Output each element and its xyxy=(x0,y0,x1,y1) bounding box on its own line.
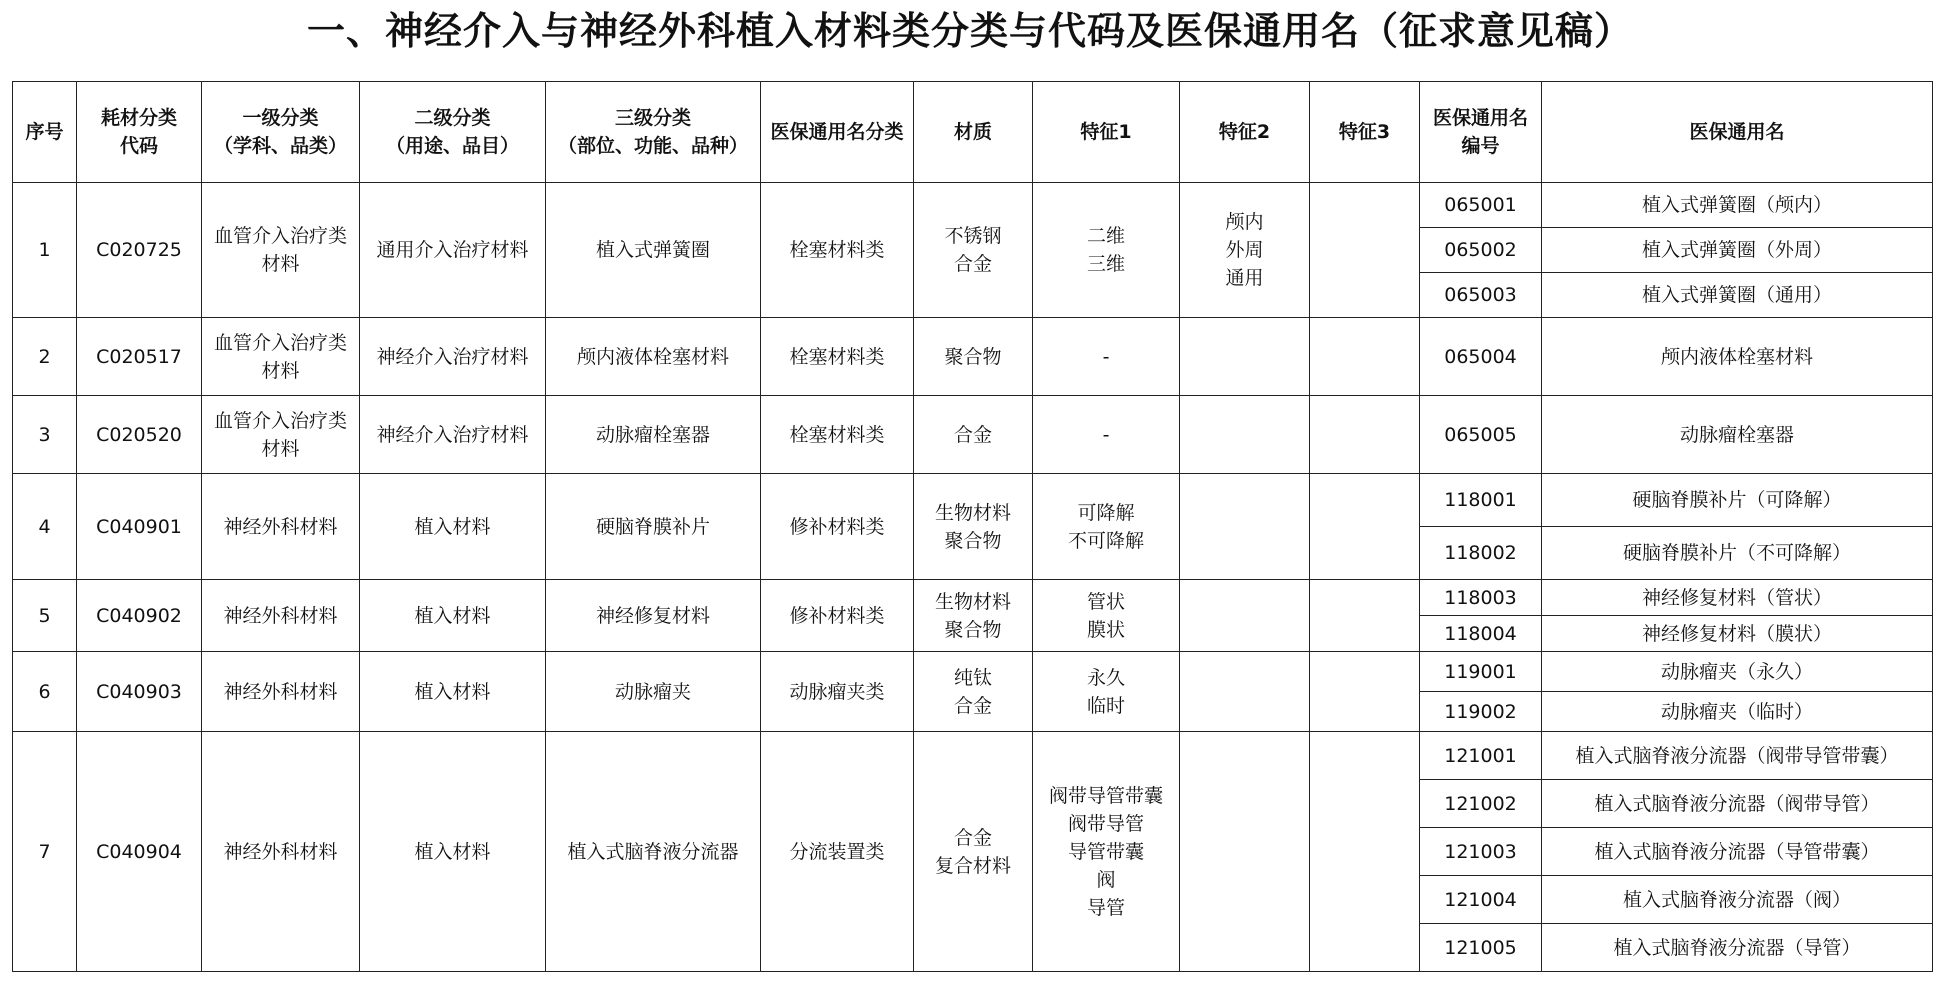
cell-generic-category: 栓塞材料类 xyxy=(761,183,914,318)
cell-feature1: 阀带导管带囊 阀带导管 导管带囊 阀 导管 xyxy=(1033,732,1180,972)
classification-table xyxy=(12,81,1933,972)
cell-generic-category: 修补材料类 xyxy=(761,474,914,580)
table-row xyxy=(13,580,1933,616)
cell-level1: 神经外科材料 xyxy=(202,732,360,972)
header-row xyxy=(13,82,1933,183)
cell-generic-code: 121004 xyxy=(1420,876,1542,924)
cell-level2: 植入材料 xyxy=(360,732,546,972)
cell-code: C020725 xyxy=(77,183,202,318)
header-seq: 序号 xyxy=(13,82,77,183)
table-row xyxy=(13,474,1933,527)
cell-level1: 神经外科材料 xyxy=(202,652,360,732)
cell-generic-code: 065004 xyxy=(1420,318,1542,396)
cell-generic-code: 118002 xyxy=(1420,527,1542,580)
cell-generic-category: 栓塞材料类 xyxy=(761,318,914,396)
cell-generic-name: 硬脑脊膜补片（可降解） xyxy=(1542,474,1933,527)
cell-code: C040901 xyxy=(77,474,202,580)
cell-generic-name: 植入式脑脊液分流器（导管） xyxy=(1542,924,1933,972)
cell-level1: 血管介入治疗类 材料 xyxy=(202,318,360,396)
header-material: 材质 xyxy=(914,82,1033,183)
cell-seq: 1 xyxy=(13,183,77,318)
cell-generic-code: 121005 xyxy=(1420,924,1542,972)
cell-feature3 xyxy=(1310,474,1420,580)
cell-generic-name: 神经修复材料（管状） xyxy=(1542,580,1933,616)
header-feature1: 特征1 xyxy=(1033,82,1180,183)
cell-generic-name: 植入式弹簧圈（颅内） xyxy=(1542,183,1933,228)
cell-feature3 xyxy=(1310,652,1420,732)
cell-seq: 4 xyxy=(13,474,77,580)
cell-level2: 神经介入治疗材料 xyxy=(360,396,546,474)
cell-level2: 植入材料 xyxy=(360,652,546,732)
cell-generic-code: 065005 xyxy=(1420,396,1542,474)
header-code: 耗材分类 代码 xyxy=(77,82,202,183)
cell-level2: 神经介入治疗材料 xyxy=(360,318,546,396)
cell-code: C040903 xyxy=(77,652,202,732)
cell-feature1: 二维 三维 xyxy=(1033,183,1180,318)
cell-feature3 xyxy=(1310,318,1420,396)
cell-material: 合金 xyxy=(914,396,1033,474)
header-generic-category: 医保通用名分类 xyxy=(761,82,914,183)
cell-generic-code: 119001 xyxy=(1420,652,1542,692)
table-row xyxy=(13,652,1933,692)
cell-seq: 7 xyxy=(13,732,77,972)
cell-generic-name: 植入式弹簧圈（外周） xyxy=(1542,228,1933,273)
header-feature2: 特征2 xyxy=(1180,82,1310,183)
cell-feature1: - xyxy=(1033,318,1180,396)
cell-level3: 动脉瘤栓塞器 xyxy=(546,396,761,474)
cell-generic-name: 动脉瘤夹（永久） xyxy=(1542,652,1933,692)
cell-generic-category: 修补材料类 xyxy=(761,580,914,652)
cell-generic-code: 121002 xyxy=(1420,780,1542,828)
cell-feature2 xyxy=(1180,652,1310,732)
cell-feature2 xyxy=(1180,396,1310,474)
cell-generic-code: 119002 xyxy=(1420,692,1542,732)
cell-code: C040904 xyxy=(77,732,202,972)
cell-generic-code: 065003 xyxy=(1420,273,1542,318)
cell-material: 聚合物 xyxy=(914,318,1033,396)
cell-generic-category: 分流装置类 xyxy=(761,732,914,972)
header-level2: 二级分类 （用途、品目） xyxy=(360,82,546,183)
cell-code: C020517 xyxy=(77,318,202,396)
cell-material: 不锈钢 合金 xyxy=(914,183,1033,318)
header-level1: 一级分类 （学科、品类） xyxy=(202,82,360,183)
cell-generic-name: 植入式脑脊液分流器（阀带导管） xyxy=(1542,780,1933,828)
header-level3: 三级分类 （部位、功能、品种） xyxy=(546,82,761,183)
cell-generic-code: 121003 xyxy=(1420,828,1542,876)
cell-level3: 颅内液体栓塞材料 xyxy=(546,318,761,396)
cell-generic-name: 植入式脑脊液分流器（阀带导管带囊） xyxy=(1542,732,1933,780)
cell-generic-code: 121001 xyxy=(1420,732,1542,780)
page-title: 一、神经介入与神经外科植入材料类分类与代码及医保通用名（征求意见稿） xyxy=(306,9,1633,53)
cell-seq: 3 xyxy=(13,396,77,474)
cell-level1: 神经外科材料 xyxy=(202,474,360,580)
header-generic-name: 医保通用名 xyxy=(1542,82,1933,183)
cell-feature2 xyxy=(1180,580,1310,652)
cell-level3: 硬脑脊膜补片 xyxy=(546,474,761,580)
cell-generic-name: 神经修复材料（膜状） xyxy=(1542,616,1933,652)
table-row xyxy=(13,183,1933,228)
cell-feature3 xyxy=(1310,732,1420,972)
cell-generic-category: 动脉瘤夹类 xyxy=(761,652,914,732)
cell-level3: 植入式弹簧圈 xyxy=(546,183,761,318)
cell-level3: 神经修复材料 xyxy=(546,580,761,652)
cell-material: 合金 复合材料 xyxy=(914,732,1033,972)
cell-level2: 通用介入治疗材料 xyxy=(360,183,546,318)
cell-level1: 血管介入治疗类 材料 xyxy=(202,183,360,318)
cell-generic-code: 118004 xyxy=(1420,616,1542,652)
cell-feature2 xyxy=(1180,474,1310,580)
cell-material: 生物材料 聚合物 xyxy=(914,580,1033,652)
cell-feature2 xyxy=(1180,318,1310,396)
cell-level1: 神经外科材料 xyxy=(202,580,360,652)
cell-feature3 xyxy=(1310,580,1420,652)
table-row xyxy=(13,732,1933,780)
header-generic-code: 医保通用名 编号 xyxy=(1420,82,1542,183)
cell-feature2 xyxy=(1180,732,1310,972)
cell-code: C040902 xyxy=(77,580,202,652)
cell-generic-code: 065002 xyxy=(1420,228,1542,273)
cell-code: C020520 xyxy=(77,396,202,474)
table-row xyxy=(13,318,1933,396)
cell-generic-code: 065001 xyxy=(1420,183,1542,228)
cell-generic-category: 栓塞材料类 xyxy=(761,396,914,474)
cell-feature1: 永久 临时 xyxy=(1033,652,1180,732)
cell-feature1: - xyxy=(1033,396,1180,474)
cell-feature1: 可降解 不可降解 xyxy=(1033,474,1180,580)
cell-generic-name: 颅内液体栓塞材料 xyxy=(1542,318,1933,396)
cell-material: 纯钛 合金 xyxy=(914,652,1033,732)
cell-generic-name: 动脉瘤栓塞器 xyxy=(1542,396,1933,474)
cell-material: 生物材料 聚合物 xyxy=(914,474,1033,580)
cell-feature3 xyxy=(1310,396,1420,474)
cell-feature2: 颅内 外周 通用 xyxy=(1180,183,1310,318)
cell-generic-name: 植入式脑脊液分流器（导管带囊） xyxy=(1542,828,1933,876)
cell-generic-code: 118001 xyxy=(1420,474,1542,527)
cell-seq: 5 xyxy=(13,580,77,652)
cell-generic-name: 硬脑脊膜补片（不可降解） xyxy=(1542,527,1933,580)
cell-generic-code: 118003 xyxy=(1420,580,1542,616)
table-row xyxy=(13,396,1933,474)
cell-level2: 植入材料 xyxy=(360,474,546,580)
cell-level1: 血管介入治疗类 材料 xyxy=(202,396,360,474)
cell-seq: 2 xyxy=(13,318,77,396)
cell-level3: 植入式脑脊液分流器 xyxy=(546,732,761,972)
cell-level2: 植入材料 xyxy=(360,580,546,652)
cell-seq: 6 xyxy=(13,652,77,732)
header-feature3: 特征3 xyxy=(1310,82,1420,183)
cell-feature3 xyxy=(1310,183,1420,318)
cell-generic-name: 动脉瘤夹（临时） xyxy=(1542,692,1933,732)
cell-level3: 动脉瘤夹 xyxy=(546,652,761,732)
cell-feature1: 管状 膜状 xyxy=(1033,580,1180,652)
cell-generic-name: 植入式弹簧圈（通用） xyxy=(1542,273,1933,318)
cell-generic-name: 植入式脑脊液分流器（阀） xyxy=(1542,876,1933,924)
